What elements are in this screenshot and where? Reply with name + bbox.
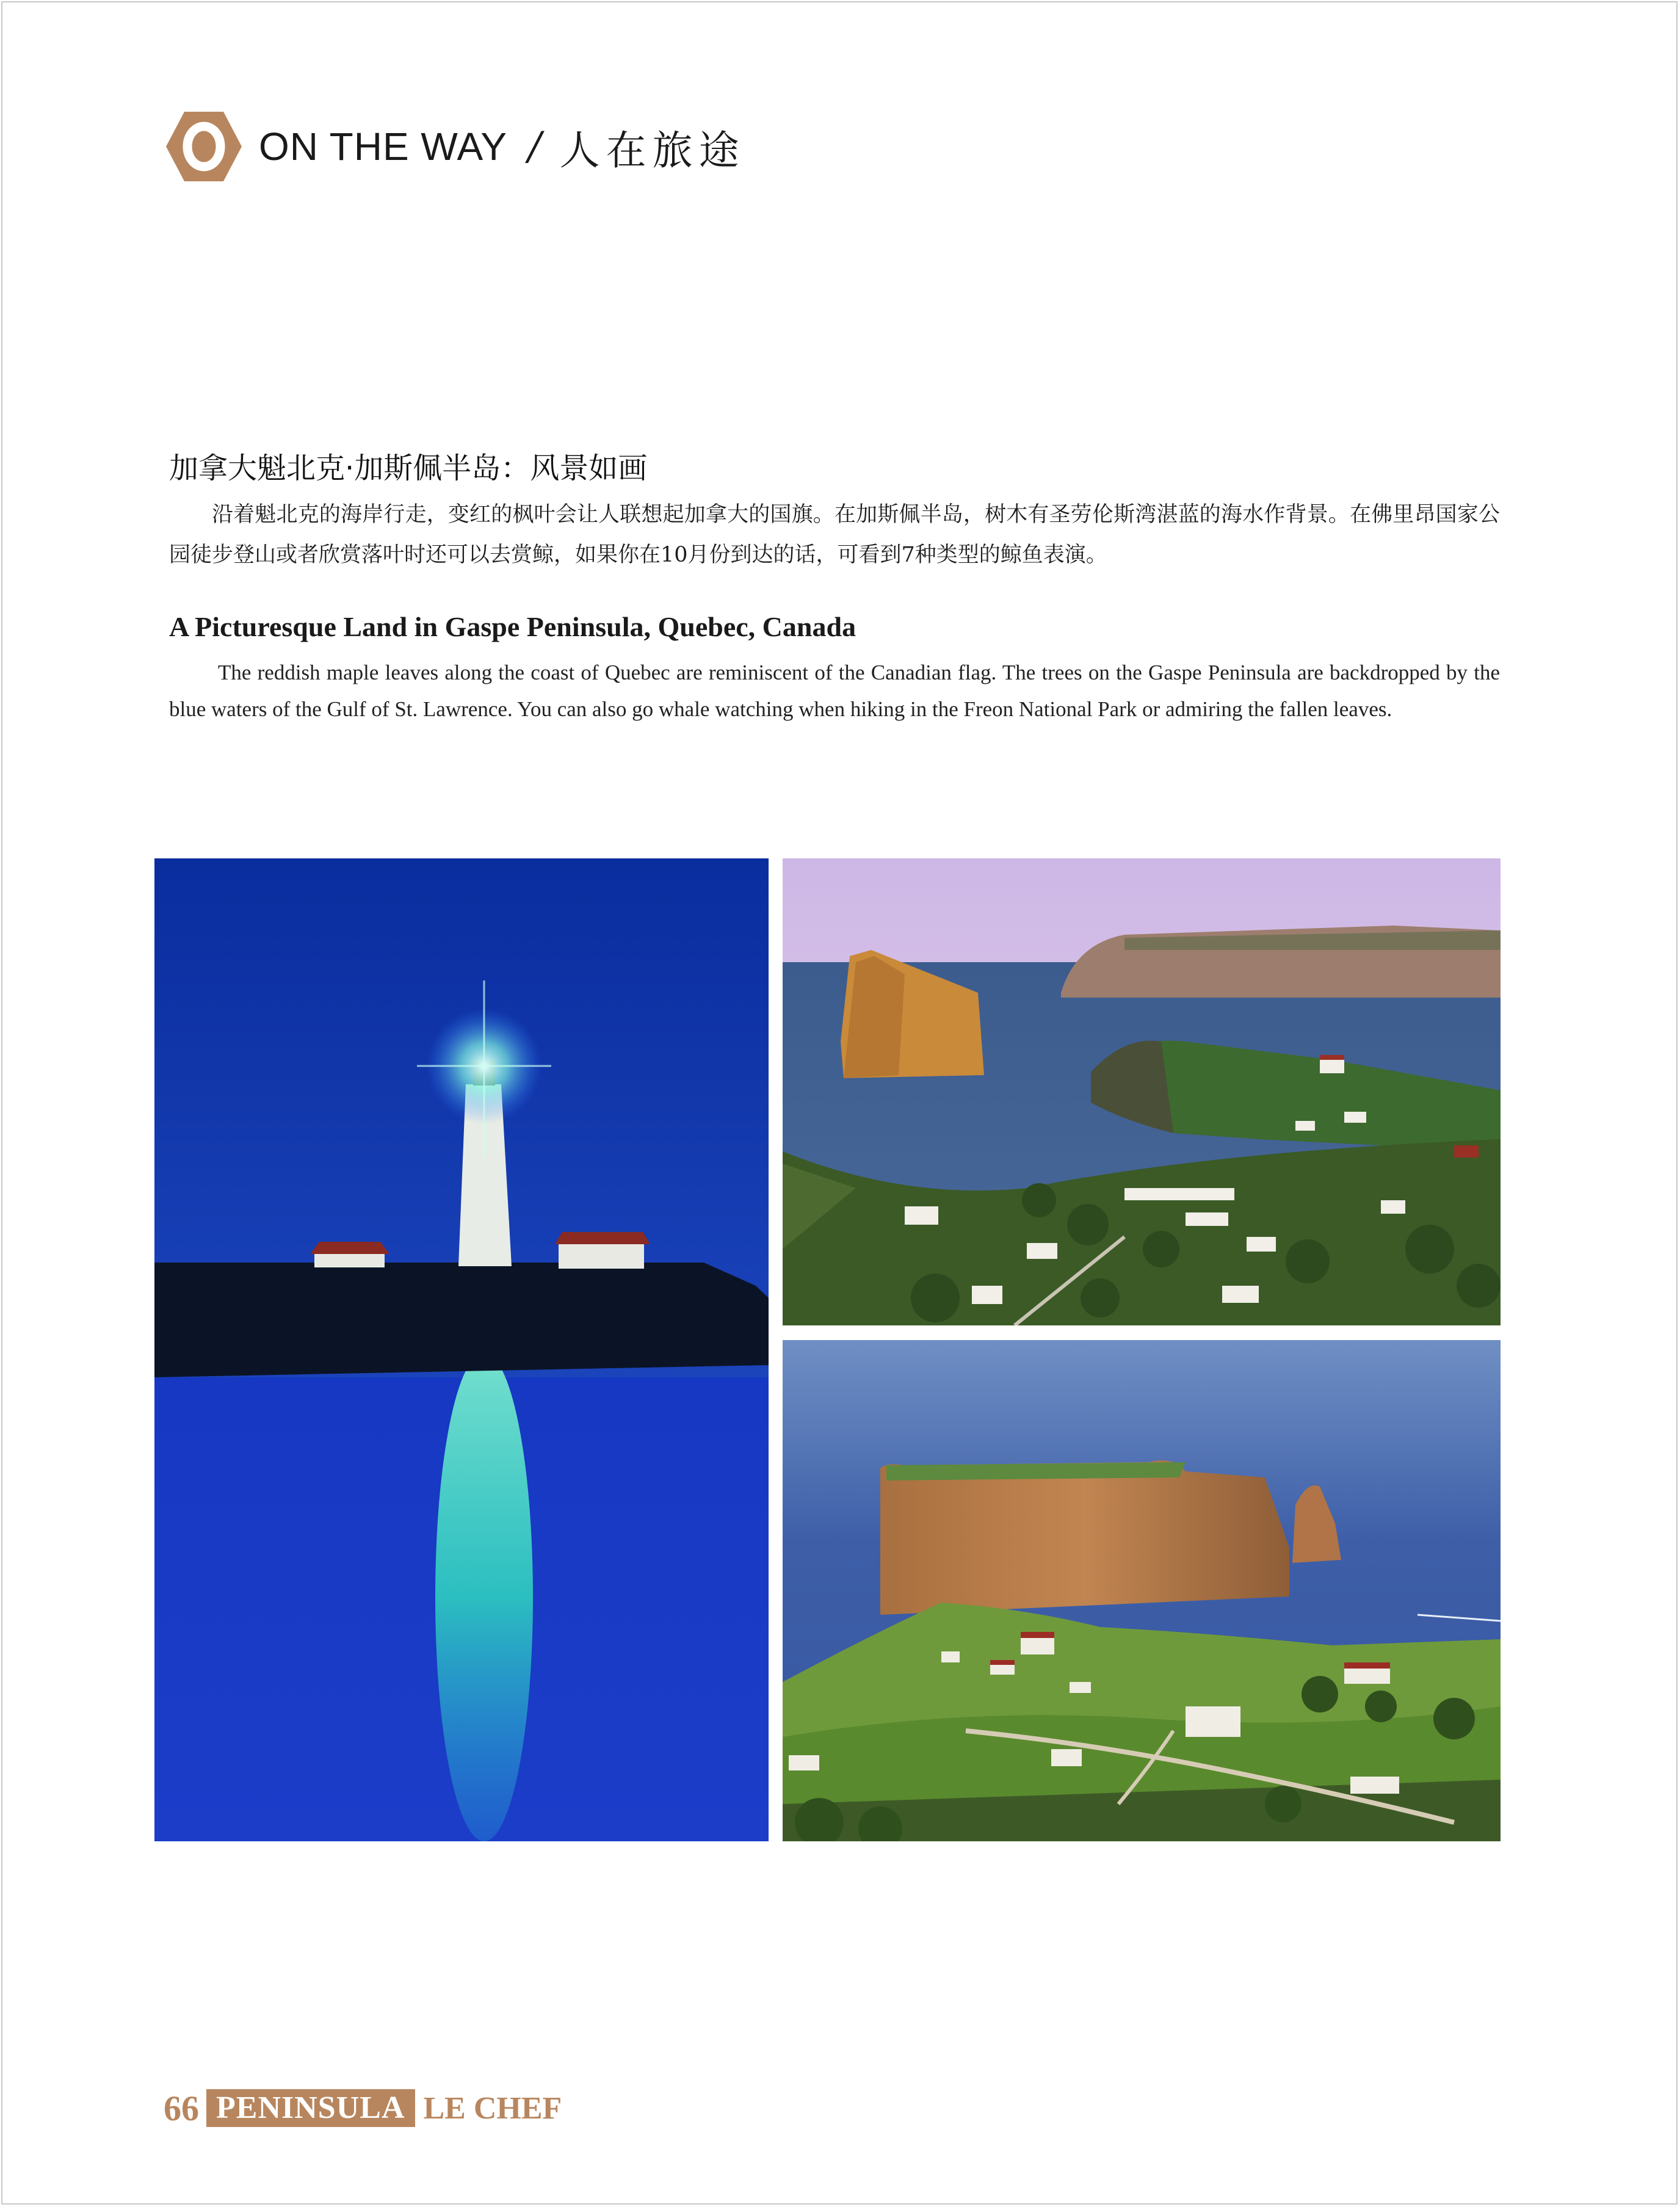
page-footer: [164, 2088, 562, 2128]
hexagon-logo-icon: [165, 111, 243, 183]
article-title-en: A Picturesque Land in Gaspe Peninsula, Quebec, Canada: [169, 611, 856, 642]
article-title-cn: 加拿大魁北克·加斯佩半岛：风景如画: [169, 451, 648, 485]
magazine-name: PENINSULA: [206, 2089, 415, 2127]
article-body-en: The reddish maple leaves along the coast of Quebec are reminiscent of the Canadian flag. The trees on the Gaspe Peninsula are backdropped by the blue waters of the Gulf of St. Lawrence. You can also go whale watching when hiking in the Freon National Park or admiring the fallen leaves.: [169, 661, 1500, 721]
lighthouse-photo: [154, 858, 769, 1841]
article-body-cn: 沿着魁北克的海岸行走，变红的枫叶会让人联想起加拿大的国旗。在加斯佩半岛，树木有圣劳伦斯湾湛蓝的海水作背景。在佛里昂国家公园徒步登山或者欣赏落叶时还可以去赏鲸，如果你在10月份到达的话，可看到7种类型的鲸鱼表演。: [169, 502, 1500, 567]
section-title-en: ON THE WAY: [259, 125, 508, 169]
rock-island-photo: [783, 1340, 1501, 1841]
coastal-village-photo: [783, 858, 1501, 1325]
magazine-subtitle: LE CHEF: [423, 2090, 562, 2126]
section-divider: /: [528, 124, 541, 169]
section-title-cn: 人在旅途: [559, 126, 745, 174]
section-header: [165, 109, 745, 184]
page-number: 66: [164, 2088, 199, 2128]
